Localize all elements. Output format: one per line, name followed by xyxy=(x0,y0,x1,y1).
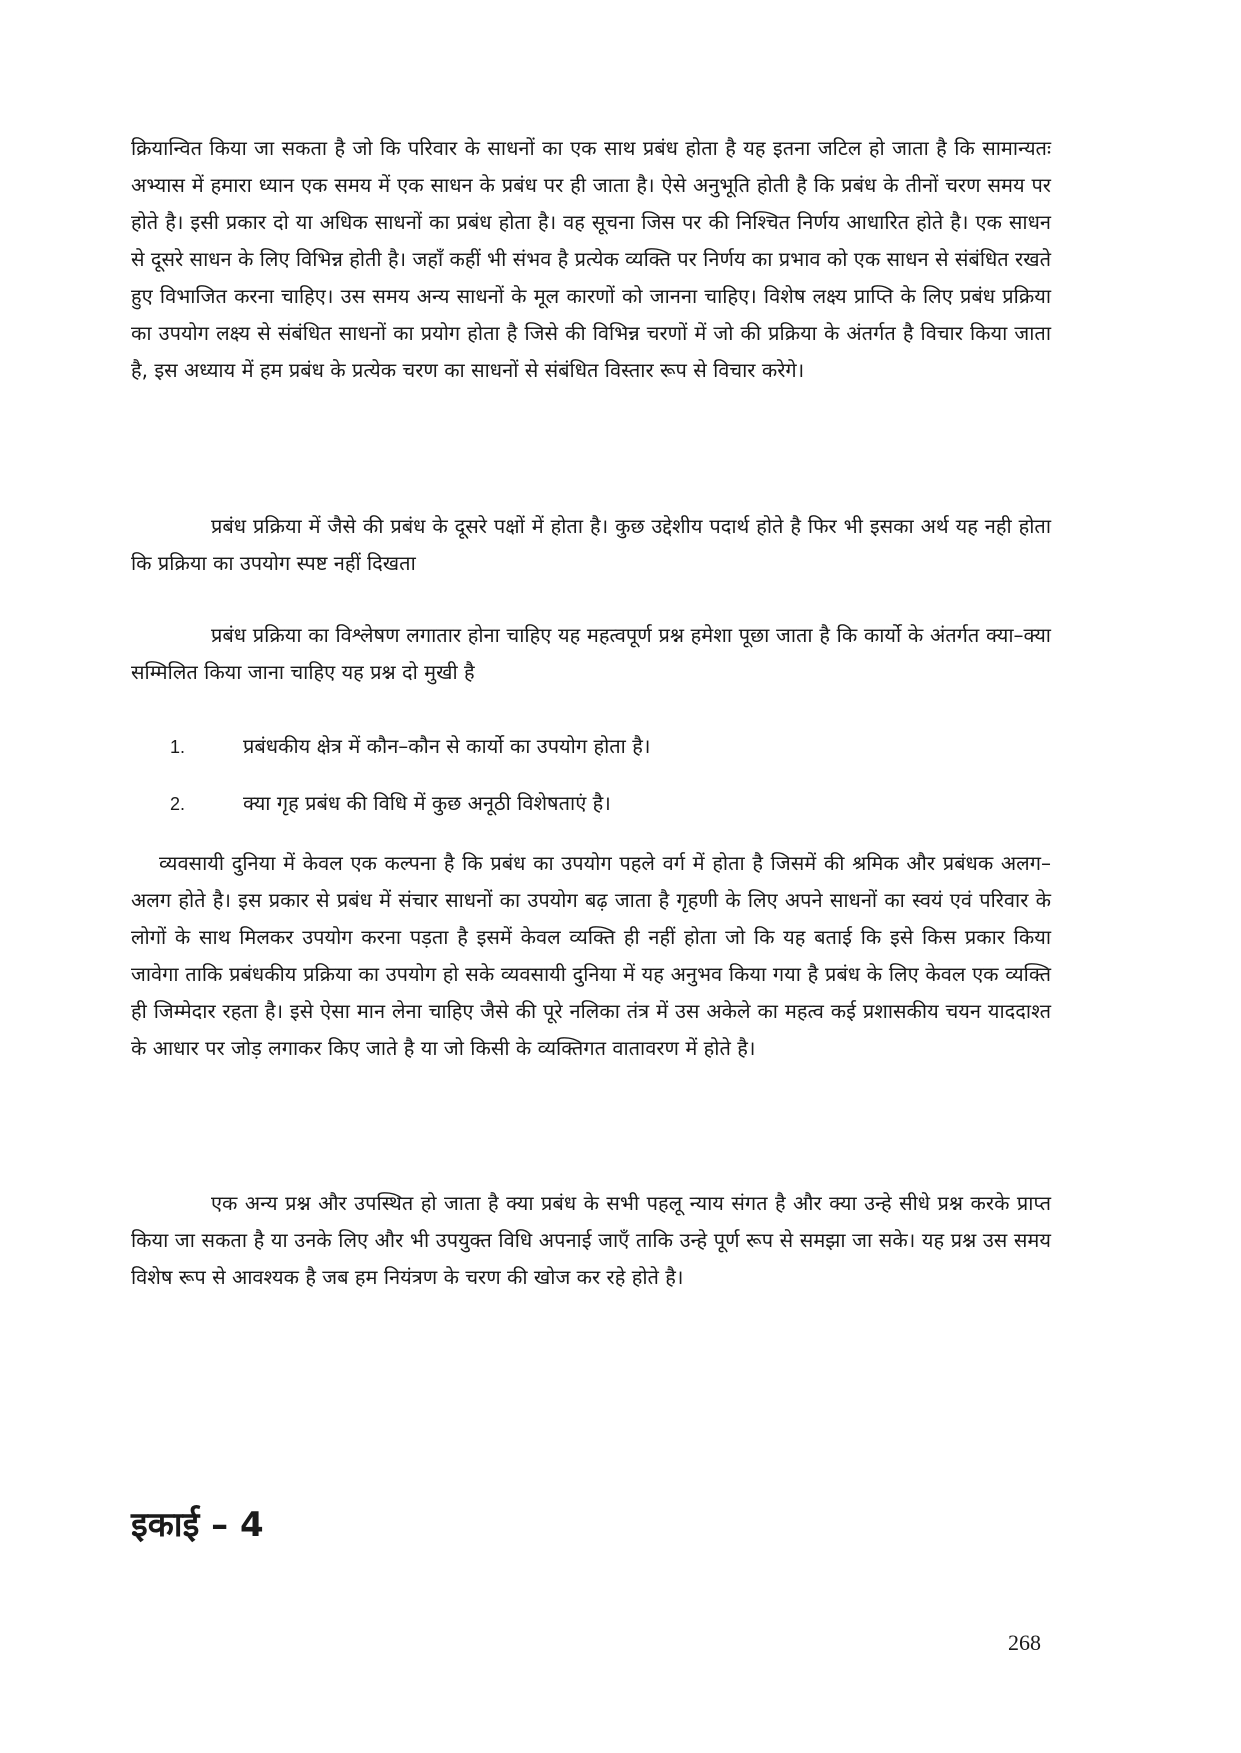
list-number-2: 2. xyxy=(170,794,186,814)
list-item-2 xyxy=(170,785,1050,823)
page-number: 268 xyxy=(1008,1630,1041,1655)
list-number-1: 1. xyxy=(170,737,186,757)
unit-heading: इकाई – 4 xyxy=(131,1505,264,1545)
paragraph-4: व्यवसायी दुनिया में केवल एक कल्पना है कि प्रबंध का उपयोग पहले वर्ग में होता है जिसमें की श्रमिक और प्रबंधक अलग–अलग होते है। इस प्रकार से प्रबंध में संचार साधनों का उपयोग बढ़ जाता है गृहणी के लिए अपने साधनों का स्वयं एवं परिवार के लोगों के साथ मिलकर उपयोग करना पड़ता है इसमें केवल व्यक्ति ही नहीं होता जो कि यह बताई कि इसे किस प्रकार किया जावेगा ताकि प्रबंधकीय प्रक्रिया का उपयोग हो सके व्यवसायी दुनिया में यह अनुभव किया गया है प्रबंध के लिए केवल एक व्यक्ति ही जिम्मेदार रहता है। इसे ऐसा मान लेना चाहिए जैसे की पूरे नलिका तंत्र में उस अकेले का महत्व कई प्रशासकीय चयन याददाश्त के आधार पर जोड़ लगाकर किए जाते है या जो किसी के व्यक्तिगत वातावरण में होते है। xyxy=(131,851,1051,1060)
paragraph-2: प्रबंध प्रक्रिया में जैसे की प्रबंध के दूसरे पक्षों में होता है। कुछ उद्देशीय पदार्थ होते है फिर भी इसका अर्थ यह नही होता कि प्रक्रिया का उपयोग स्पष्ट नहीं दिखता xyxy=(131,514,1051,575)
paragraph-3: प्रबंध प्रक्रिया का विश्लेषण लगातार होना चाहिए यह महत्वपूर्ण प्रश्न हमेशा पूछा जाता है कि कार्यो के अंतर्गत क्या–क्या सम्मिलित किया जाना चाहिए यह प्रश्न दो मुखी है xyxy=(131,623,1051,684)
list-text-2: क्या गृह प्रबंध की विधि में कुछ अनूठी विशेषताएं है। xyxy=(243,791,611,815)
list-item-1 xyxy=(170,728,1050,766)
paragraph-1: क्रियान्वित किया जा सकता है जो कि परिवार के साधनों का एक साथ प्रबंध होता है यह इतना जटिल हो जाता है कि सामान्यतः अभ्यास में हमारा ध्यान एक समय में एक साधन के प्रबंध पर ही जाता है। ऐसे अनुभूति होती है कि प्रबंध के तीनों चरण समय पर होते है। इसी प्रकार दो या अधिक साधनों का प्रबंध होता है। वह सूचना जिस पर की निश्चित निर्णय आधारित होते है। एक साधन से दूसरे साधन के लिए विभिन्न होती है। जहाँ कहीं भी संभव है प्रत्येक व्यक्ति पर निर्णय का प्रभाव को एक साधन से संबंधित रखते हुए विभाजित करना चाहिए। उस समय अन्य साधनों के मूल कारणों को जानना चाहिए। विशेष लक्ष्य प्राप्ति के लिए प्रबंध प्रक्रिया का उपयोग लक्ष्य से संबंधित साधनों का प्रयोग होता है जिसे की विभिन्न चरणों में जो की प्रक्रिया के अंतर्गत है विचार किया जाता है, इस अध्याय में हम प्रबंध के प्रत्येक चरण का साधनों से संबंधित विस्तार रूप से विचार करेगे। xyxy=(131,136,1051,382)
paragraph-5: एक अन्य प्रश्न और उपस्थित हो जाता है क्या प्रबंध के सभी पहलू न्याय संगत है और क्या उन्हे सीधे प्रश्न करके प्राप्त किया जा सकता है या उनके लिए और भी उपयुक्त विधि अपनाई जाएँ ताकि उन्हे पूर्ण रूप से समझा जा सके। यह प्रश्न उस समय विशेष रूप से आवश्यक है जब हम नियंत्रण के चरण की खोज कर रहे होते है। xyxy=(131,1191,1051,1289)
list-text-1: प्रबंधकीय क्षेत्र में कौन–कौन से कार्यो का उपयोग होता है। xyxy=(243,734,651,758)
